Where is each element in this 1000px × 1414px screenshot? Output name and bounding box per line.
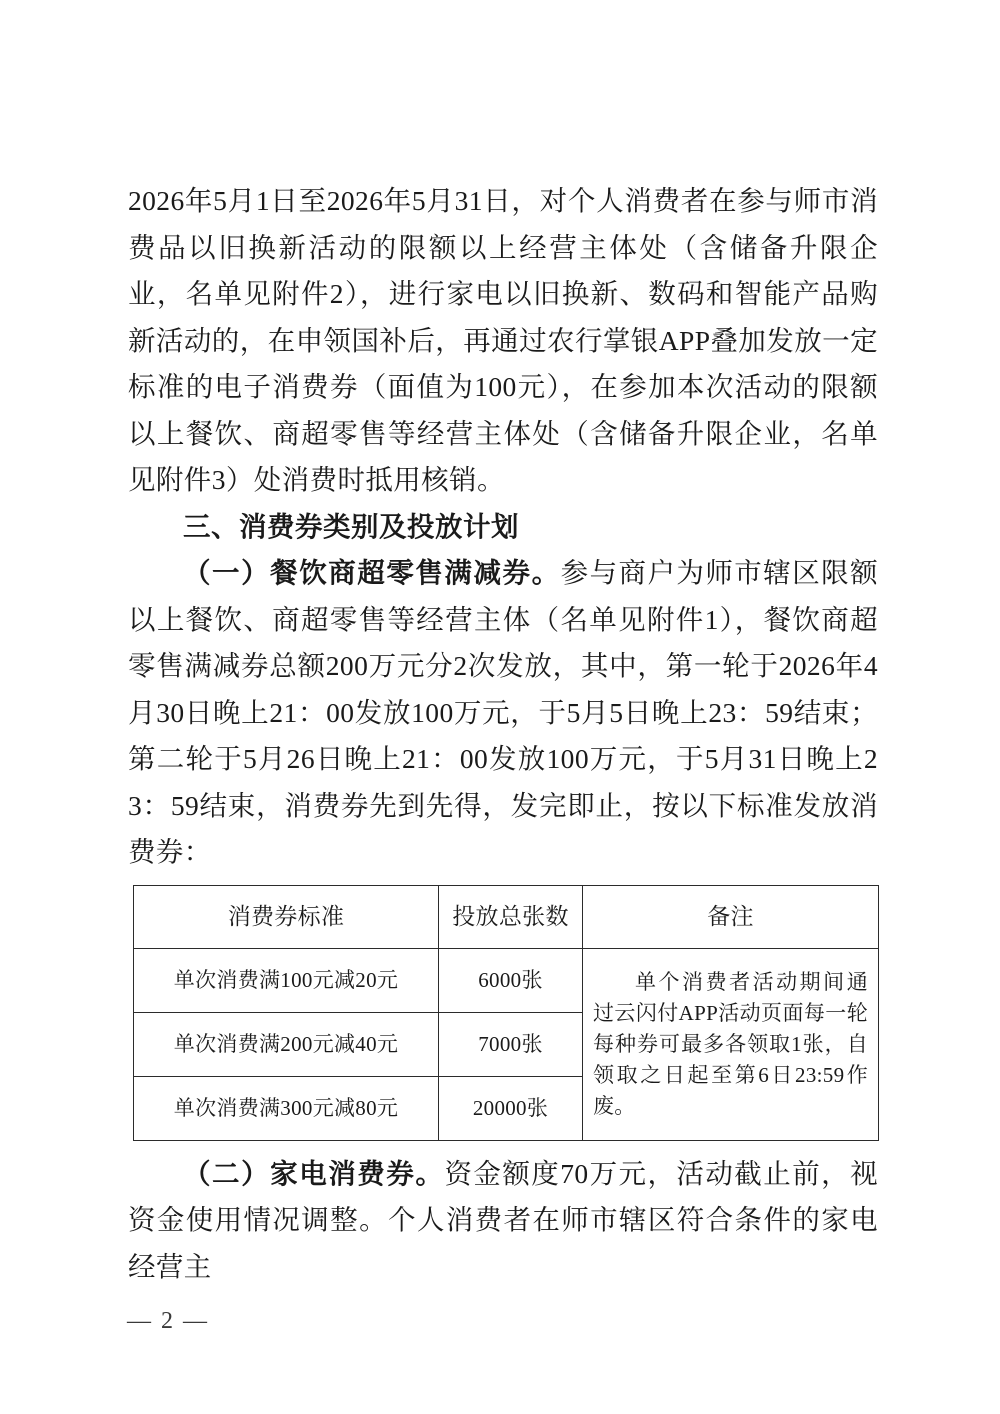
cell-standard: 单次消费满200元减40元 — [134, 1012, 439, 1076]
cell-quantity: 20000张 — [439, 1076, 583, 1140]
cell-quantity: 6000张 — [439, 948, 583, 1012]
section-dining-retail-body: 参与商户为师市辖区限额以上餐饮、商超零售等经营主体（名单见附件1），餐饮商超零售满减券总额200万元分2次发放，其中，第一轮于2026年4月30日晚上21：00发放100万元，于5月5日晚上23：59结束；第二轮于5月26日晚上21：00发放100万元，于5月31日晚上23：59结束，消费券先到先得，发完即止，按以下标准发放消费券： — [128, 557, 878, 867]
cell-standard: 单次消费满300元减80元 — [134, 1076, 439, 1140]
column-header-standard: 消费券标准 — [134, 885, 439, 948]
column-header-quantity: 投放总张数 — [439, 885, 583, 948]
table-row — [134, 948, 879, 1012]
cell-quantity: 7000张 — [439, 1012, 583, 1076]
coupon-table-wrapper — [133, 885, 878, 1141]
page-number-label: — 2 — — [127, 1308, 209, 1334]
section-appliance-lead: （二）家电消费券。 — [183, 1157, 445, 1189]
section-dining-retail-coupon — [128, 550, 878, 876]
cell-remark: 单个消费者活动期间通过云闪付APP活动页面每一轮每种券可最多各领取1张，自领取之日起至第6日23:59作废。 — [583, 948, 879, 1140]
table-header-row — [134, 885, 879, 948]
column-header-remark: 备注 — [583, 885, 879, 948]
section-dining-retail-lead: （一）餐饮商超零售满减券。 — [183, 557, 561, 588]
heading-coupon-categories: 三、消费券类别及投放计划 — [183, 510, 519, 542]
page-content — [128, 178, 878, 1290]
paragraph-policy-period: 2026年5月1日至2026年5月31日，对个人消费者在参与师市消费品以旧换新活动的限额以上经营主体处（含储备升限企业，名单见附件2），进行家电以旧换新、数码和智能产品购新活动的，在申领国补后，再通过农行掌银APP叠加发放一定标准的电子消费券（面值为100元），在参加本次活动的限额以上餐饮、商超零售等经营主体处（含储备升限企业，名单见附件3）处消费时抵用核销。 — [128, 185, 878, 495]
section-appliance-body: 资金额度70万元，活动截止前，视资金使用情况调整。个人消费者在师市辖区符合条件的家电经营主 — [128, 1157, 879, 1282]
page-footer — [0, 1308, 1000, 1335]
section-appliance-coupon — [128, 1151, 878, 1291]
cell-standard: 单次消费满100元减20元 — [134, 948, 439, 1012]
coupon-distribution-table — [133, 885, 879, 1141]
